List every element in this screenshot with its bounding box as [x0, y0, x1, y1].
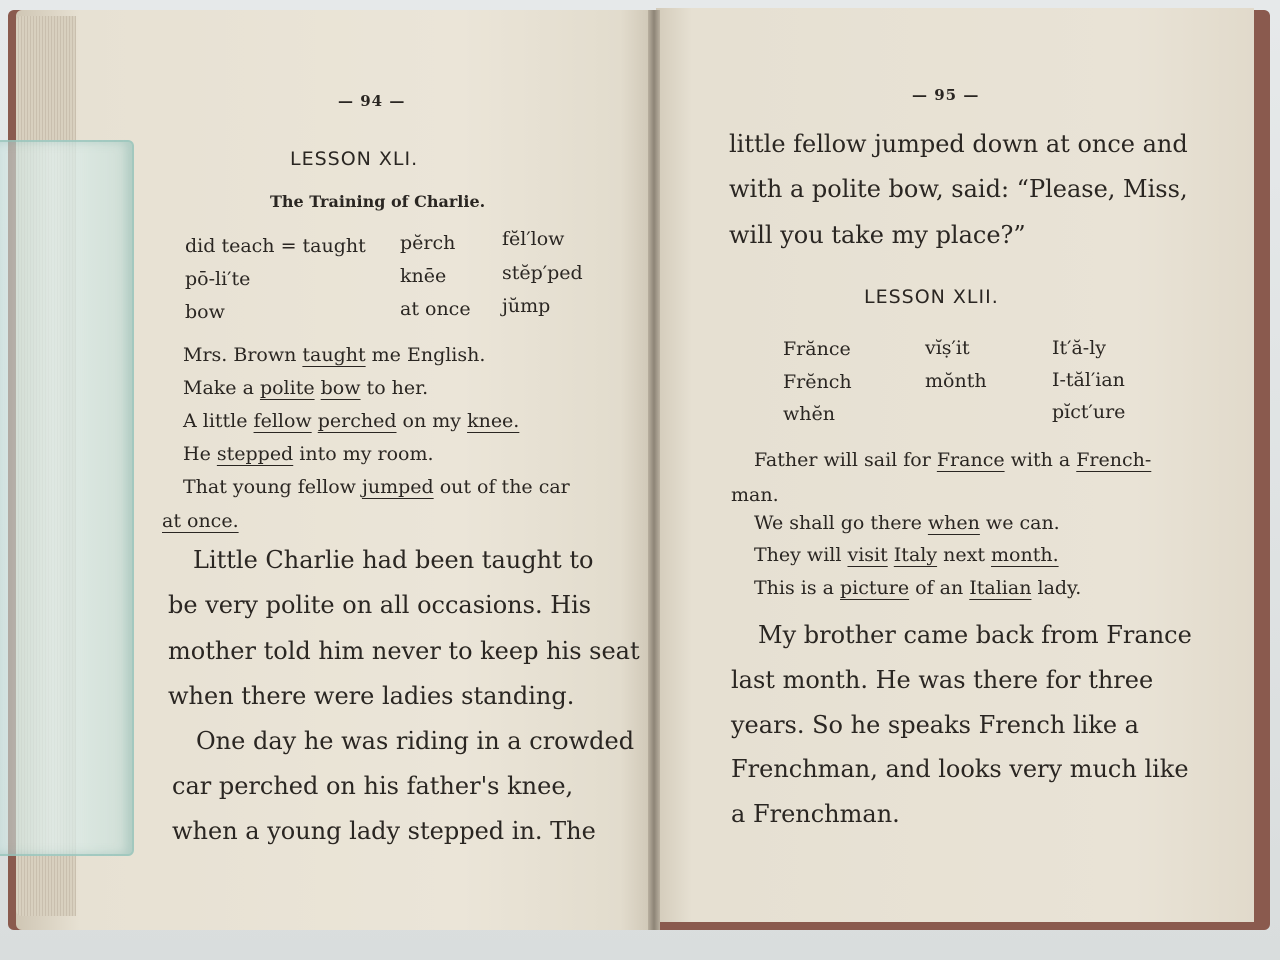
left-lesson-subtitle: The Training of Charlie. [270, 192, 486, 211]
vocab-word: bow [185, 301, 225, 323]
glass-ruler [0, 140, 134, 856]
vocab-word: pō-li′te [185, 268, 251, 290]
body-line: car perched on his father's knee, [172, 772, 574, 800]
example-sentence: That young fellow jumped out of the car [183, 476, 570, 498]
example-sentence: We shall go there when we can. [754, 512, 1060, 534]
right-page-number: — 95 — [912, 86, 980, 104]
vocab-word: at once [400, 298, 471, 320]
vocab-word: whĕn [783, 403, 835, 425]
vocab-word: It′ă-ly [1052, 337, 1107, 359]
example-sentence: He stepped into my room. [183, 443, 434, 465]
vocab-word: knēe [400, 265, 447, 287]
body-line: little fellow jumped down at once and [729, 130, 1188, 158]
example-sentence: Make a polite bow to her. [183, 377, 429, 399]
body-line: mother told him never to keep his seat [168, 637, 640, 665]
body-line: when a young lady stepped in. The [172, 817, 596, 845]
example-sentence: Mrs. Brown taught me English. [183, 344, 486, 366]
example-sentence: A little fellow perched on my knee. [183, 410, 520, 432]
body-line: be very polite on all occasions. His [168, 591, 592, 619]
body-line: when there were ladies standing. [168, 682, 575, 710]
vocab-word: jŭmp [502, 295, 551, 317]
vocab-word: fĕl′low [502, 228, 565, 250]
vocab-word: did teach = taught [185, 235, 366, 257]
vocab-word: I-tăl′ian [1052, 369, 1125, 391]
body-line: Frenchman, and looks very much like [731, 755, 1189, 783]
body-line: My brother came back from France [758, 621, 1192, 649]
example-sentence-continued: man. [731, 484, 779, 506]
left-page-number: — 94 — [338, 92, 406, 110]
book-gutter [648, 10, 660, 930]
body-line: One day he was riding in a crowded [196, 727, 635, 755]
body-line: with a polite bow, said: “Please, Miss, [729, 175, 1188, 203]
body-line: last month. He was there for three [731, 666, 1154, 694]
vocab-word: mŏnth [925, 370, 987, 392]
left-lesson-title: LESSON XLI. [290, 148, 419, 170]
vocab-word: stĕp′ped [502, 262, 583, 284]
body-line: a Frenchman. [731, 800, 900, 828]
body-line: will you take my place?” [729, 221, 1026, 249]
vocab-word: Frănce [783, 338, 851, 360]
vocab-word: vĭṣ′it [925, 337, 970, 359]
vocab-word: pĭct′ure [1052, 401, 1126, 423]
example-sentence: They will visit Italy next month. [754, 544, 1059, 566]
example-sentence-continued: at once. [162, 510, 239, 532]
right-lesson-title: LESSON XLII. [864, 286, 999, 308]
vocab-word: pĕrch [400, 232, 456, 254]
vocab-word: Frĕnch [783, 371, 852, 393]
example-sentence: Father will sail for France with a French- [754, 449, 1152, 471]
body-line: Little Charlie had been taught to [193, 546, 594, 574]
example-sentence: This is a picture of an Italian lady. [754, 577, 1082, 599]
body-line: years. So he speaks French like a [731, 711, 1139, 739]
